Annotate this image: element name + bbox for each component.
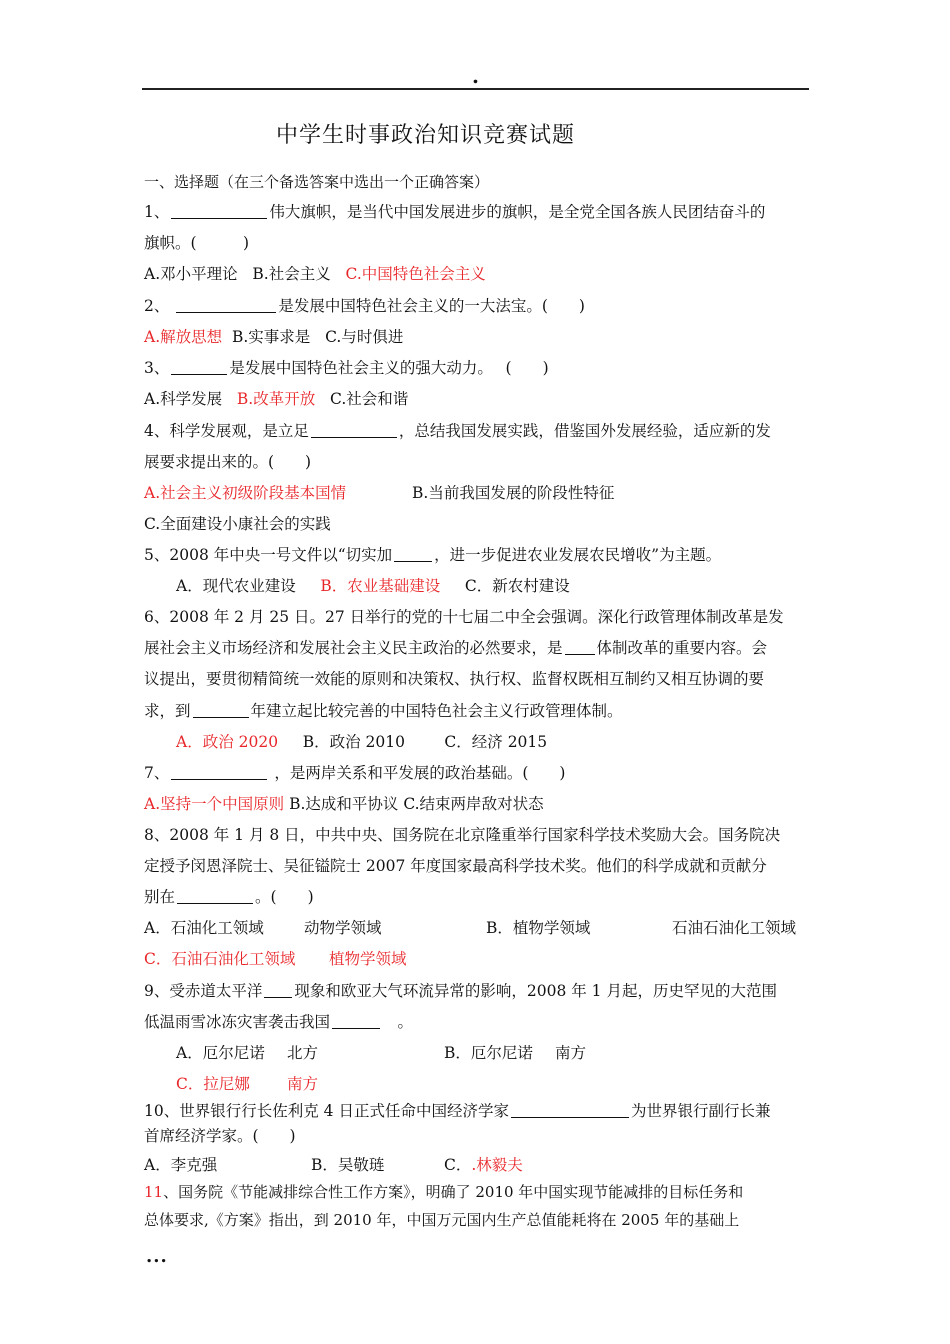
question-4-option-c: C.全面建设小康社会的实践 bbox=[144, 515, 331, 533]
correct-option: B.改革开放 bbox=[236, 390, 316, 408]
question-6-line-2: 展社会主义市场经济和发展社会主义民主政治的必然要求，是 体制改革的重要内容。会 bbox=[144, 639, 768, 657]
question-10-option-b: B．吴敬琏 bbox=[311, 1156, 385, 1174]
question-3-options: A.科学发展 B.改革开放 C.社会和谐 bbox=[144, 390, 409, 408]
question-4-option-b: B.当前我国发展的阶段性特征 bbox=[412, 484, 615, 502]
correct-option: B．农业基础建设 bbox=[320, 577, 441, 595]
answer-blank bbox=[565, 639, 595, 655]
question-8-line-2: 定授予闵恩泽院士、吴征镒院士 2007 年度国家最高科学技术奖。他们的科学成就和贡献分 bbox=[144, 857, 767, 875]
correct-option-part-2: 南方 bbox=[287, 1075, 319, 1093]
question-11-line-1: 11、国务院《节能减排综合性工作方案》，明确了 2010 年中国实现节能减排的目标任务和 bbox=[144, 1183, 744, 1201]
answer-blank bbox=[171, 203, 267, 219]
correct-option: C．石油石油化工领域 bbox=[144, 950, 296, 968]
answer-blank bbox=[177, 888, 253, 904]
question-4-cont: 展要求提出来的。( ) bbox=[144, 453, 312, 471]
question-11-line-2: 总体要求,《方案》指出，到 2010 年，中国万元国内生产总值能耗将在 2005 年的基础上 bbox=[144, 1211, 740, 1229]
question-1-options: A.邓小平理论 B.社会主义 C.中国特色社会主义 bbox=[144, 265, 486, 283]
question-3: 3、 是发展中国特色社会主义的强大动力。 ( ) bbox=[144, 359, 549, 377]
question-4-options bbox=[144, 483, 346, 503]
answer-blank bbox=[171, 764, 267, 780]
question-9-option-b1: B．厄尔尼诺 bbox=[444, 1044, 533, 1062]
question-10-line-1: 10、世界银行行长佐利克 4 日正式任命中国经济学家 为世界银行副行长兼 bbox=[144, 1102, 771, 1120]
answer-blank bbox=[332, 1013, 380, 1029]
correct-option: .林毅夫 bbox=[471, 1156, 523, 1174]
question-2: 2、 是发展中国特色社会主义的一大法宝。( ) bbox=[144, 297, 585, 315]
question-8-option-b1: B．植物学领域 bbox=[486, 919, 591, 937]
question-10-line-2: 首席经济学家。( ) bbox=[144, 1127, 296, 1145]
answer-blank bbox=[193, 702, 249, 718]
question-9-option-a1: A．厄尔尼诺 bbox=[176, 1044, 265, 1062]
question-10-option-a: A．李克强 bbox=[144, 1156, 218, 1174]
question-6-options: A．政治 2020 B．政治 2010 C．经济 2015 bbox=[176, 733, 548, 751]
header-rule bbox=[142, 88, 809, 90]
correct-option: C.中国特色社会主义 bbox=[345, 265, 486, 283]
question-8-line-1: 8、2008 年 1 月 8 日，中共中央、国务院在北京隆重举行国家科学技术奖励大会。国务院决 bbox=[144, 826, 781, 844]
question-8-option-a2: 动物学领域 bbox=[304, 919, 382, 937]
answer-blank bbox=[264, 982, 292, 998]
question-9-option-a2: 北方 bbox=[287, 1044, 319, 1062]
answer-blank bbox=[171, 359, 227, 375]
question-5: 5、2008 年中央一号文件以“切实加 ，进一步促进农业发展农民增收”为主题。 bbox=[144, 546, 722, 564]
question-5-options: A．现代农业建设 B．农业基础建设 C．新农村建设 bbox=[176, 577, 570, 595]
correct-option: A.解放思想 bbox=[144, 328, 223, 346]
question-1-cont: 旗帜。( ) bbox=[144, 234, 250, 252]
question-8-line-3: 别在 。( ) bbox=[144, 888, 314, 906]
correct-option: A.坚持一个中国原则 bbox=[144, 795, 285, 813]
question-2-options: A.解放思想 B.实事求是 C.与时俱进 bbox=[144, 328, 404, 346]
question-1: 1、 伟大旗帜，是当代中国发展进步的旗帜，是全党全国各族人民团结奋斗的 bbox=[144, 203, 766, 221]
question-10-option-c: C．.林毅夫 bbox=[444, 1156, 523, 1174]
question-9-line-2: 低温雨雪冰冻灾害袭击我国 。 bbox=[144, 1013, 414, 1031]
correct-option-part-2: 植物学领域 bbox=[329, 950, 407, 968]
question-7-options: A.坚持一个中国原则 B.达成和平协议 C.结束两岸敌对状态 bbox=[144, 795, 544, 813]
question-4: 4、科学发展观，是立足 ，总结我国发展实践，借鉴国外发展经验，适应新的发 bbox=[144, 422, 771, 440]
header-dot: . bbox=[472, 64, 479, 88]
question-8-option-a1: A．石油化工领域 bbox=[144, 919, 264, 937]
question-6-line-4: 求，到 年建立起比较完善的中国特色社会主义行政管理体制。 bbox=[144, 702, 623, 720]
question-9-option-b2: 南方 bbox=[555, 1044, 587, 1062]
question-7: 7、 ，是两岸关系和平发展的政治基础。( ) bbox=[144, 764, 566, 782]
section-heading: 一、选择题（在三个备选答案中选出一个正确答案） bbox=[144, 173, 490, 191]
answer-blank bbox=[511, 1102, 629, 1118]
page-continuation-ellipsis: ... bbox=[146, 1246, 168, 1267]
question-6-line-1: 6、2008 年 2 月 25 日。27 日举行的党的十七届二中全会强调。深化行政管理体制改革是发 bbox=[144, 608, 784, 626]
page-title: 中学生时事政治知识竞赛试题 bbox=[276, 123, 576, 148]
answer-blank bbox=[176, 297, 276, 313]
question-8-option-b2: 石油石油化工领域 bbox=[672, 919, 797, 937]
answer-blank bbox=[394, 546, 432, 562]
question-6-line-3: 议提出，要贯彻精简统一效能的原则和决策权、执行权、监督权既相互制约又相互协调的要 bbox=[144, 670, 765, 688]
correct-option: A.社会主义初级阶段基本国情 bbox=[144, 484, 347, 502]
question-11-number: 11 bbox=[144, 1183, 164, 1201]
correct-option: A．政治 2020 bbox=[176, 733, 279, 751]
correct-option: C．拉尼娜 bbox=[176, 1075, 250, 1093]
question-9-line-1: 9、受赤道太平洋 现象和欧亚大气环流异常的影响，2008 年 1 月起，历史罕见的大范围 bbox=[144, 982, 777, 1000]
answer-blank bbox=[311, 422, 397, 438]
